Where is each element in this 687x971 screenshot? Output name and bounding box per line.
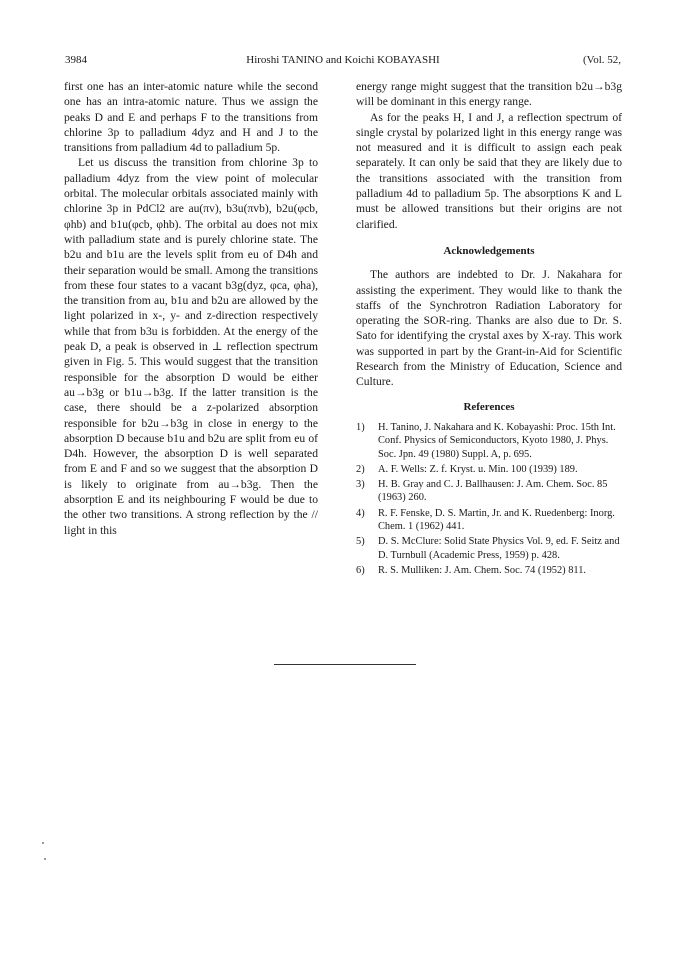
reference-list <box>356 421 622 577</box>
running-head: Hiroshi TANINO and Koichi KOBAYASHI <box>246 54 440 66</box>
reference-text: H. B. Gray and C. J. Ballhausen: J. Am. Chem. Soc. 85 (1963) 260. <box>378 479 608 504</box>
reference-number: 3) <box>356 479 365 491</box>
reference-item <box>356 421 622 461</box>
page-header <box>65 53 621 67</box>
reference-item <box>356 463 622 476</box>
reference-item <box>356 478 622 505</box>
page-number: 3984 <box>65 54 87 66</box>
right-column <box>356 79 622 579</box>
acknowledgements-heading: Acknowledgements <box>443 244 535 257</box>
reference-number: 2) <box>356 463 365 475</box>
scan-speck <box>44 858 46 860</box>
reference-number: 1) <box>356 421 365 433</box>
paragraph: first one has an inter-atomic nature while the second one has an intra-atomic nature. Thus we assign the peaks D and E and perhaps F to the transitions from chlorine 3p to palladium 4dyz and H and J to the transitions from palladium 4d to palladium 5p. <box>64 80 318 155</box>
reference-item <box>356 535 622 562</box>
reference-item <box>356 564 622 577</box>
reference-number: 6) <box>356 564 365 576</box>
paragraph: As for the peaks H, I and J, a reflection spectrum of single crystal by polarized light in this energy range was not measured and it is difficult to assign each peak separately. It can only be said that they are likely due to the transitions associated with the transition from palladium 4d to palladium 5p. The absorptions K and L must be allowed transitions but their origins are not clarified. <box>356 110 622 231</box>
paragraph: Let us discuss the transition from chlorine 3p to palladium 4dyz from the view point of molecular orbital. The molecular orbitals associated mainly with chlorine 3p in PdCl2 are au(πv), b3u(πvb), b2u(φcb, φhb) and b1u(φcb, φhb). The orbital au does not mix with palladium state and is purely chlorine state. The b2u and b1u are the levels split from eu of D4h and their separation would be small. Among the transitions from these four states to a vacant b3g(dyz, φca, φha), the transition from au, b1u and b2u are allowed by the light polarized in x-, y- and z-direction respectively while that from b3u is forbidden. At the energy of the peak D, a peak is observed in ⊥ reflection spectrum given in Fig. 5. This would suggest that the transition responsible for the absorption D would be either au→b3g or b1u→b3g. If the latter transition is the case, there should be a z-polarized absorption responsible for b2u→b3g in close in energy to the absorption D because b1u and b2u are split from eu of D4h. However, the absorption D is well separated from E and F and so we suggest that the absorption D is likely to originate from au→b3g. Then the absorption E and its neighbouring F would be due to the other two transitions. A strong reflection by the // light in this <box>64 156 318 537</box>
reference-text: H. Tanino, J. Nakahara and K. Kobayashi: Proc. 15th Int. Conf. Physics of Semiconductors, Kyoto 1980, J. Phys. Soc. Jpn. 49 (1980) Suppl. A, p. 695. <box>378 421 616 460</box>
reference-text: D. S. McClure: Solid State Physics Vol. 9, ed. F. Seitz and D. Turnbull (Academic Press, 1959) p. 428. <box>378 536 620 561</box>
reference-item <box>356 507 622 534</box>
reference-text: A. F. Wells: Z. f. Kryst. u. Min. 100 (1939) 189. <box>378 463 578 475</box>
reference-number: 5) <box>356 536 365 548</box>
end-rule <box>274 664 416 665</box>
volume-label: (Vol. 52, <box>583 54 621 66</box>
scan-speck <box>42 842 44 844</box>
reference-text: R. S. Mulliken: J. Am. Chem. Soc. 74 (1952) 811. <box>378 564 587 576</box>
acknowledgements-text: The authors are indebted to Dr. J. Nakahara for assisting the experiment. They would like to thank the staffs of the Synchrotron Radiation Laboratory for operating the SOR-ring. Thanks are also due to Dr. S. Sato for identifying the crystal axes by X-ray. This work was supported in part by the Grant-in-Aid for Scientific Research from the Ministry of Education, Science and Culture. <box>356 268 622 389</box>
paragraph: energy range might suggest that the transition b2u→b3g will be dominant in this energy range. <box>356 80 622 109</box>
left-column <box>64 79 318 538</box>
references-heading: References <box>463 400 515 413</box>
reference-number: 4) <box>356 507 365 519</box>
reference-text: R. F. Fenske, D. S. Martin, Jr. and K. Ruedenberg: Inorg. Chem. 1 (1962) 441. <box>378 507 615 533</box>
